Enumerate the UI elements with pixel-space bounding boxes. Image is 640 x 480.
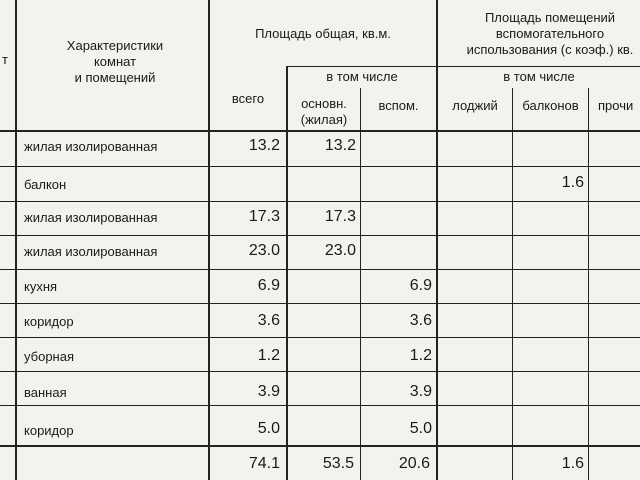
header-col-main-line: основн. bbox=[301, 96, 347, 111]
row-total: 3.6 bbox=[257, 312, 280, 329]
h-line bbox=[438, 66, 640, 67]
row-name: жилая изолированная bbox=[24, 139, 158, 154]
header-col-aux: вспом. bbox=[378, 98, 419, 113]
row-name: кухня bbox=[24, 279, 58, 294]
row-aux: 3.9 bbox=[409, 383, 432, 400]
header-col0-fragment: т bbox=[2, 52, 8, 67]
totals-balcony: 1.6 bbox=[561, 455, 584, 472]
row-balcony: 1.6 bbox=[561, 174, 584, 191]
header-characteristics-line: комнат bbox=[93, 54, 137, 69]
header-area-aux-line: использования (с коэф.) кв. bbox=[466, 42, 634, 57]
row-aux: 3.6 bbox=[409, 312, 432, 329]
totals-aux: 20.6 bbox=[398, 455, 430, 472]
row-name: ванная bbox=[24, 385, 67, 400]
h-line bbox=[0, 130, 640, 132]
row-name: жилая изолированная bbox=[24, 210, 158, 225]
row-aux: 1.2 bbox=[409, 347, 432, 364]
row-total: 3.9 bbox=[257, 383, 280, 400]
h-line bbox=[0, 166, 640, 167]
h-line bbox=[0, 303, 640, 304]
row-name: коридор bbox=[24, 423, 74, 438]
row-total: 1.2 bbox=[257, 347, 280, 364]
row-total: 6.9 bbox=[257, 277, 280, 294]
row-main: 23.0 bbox=[324, 242, 356, 259]
header-col-other: прочи bbox=[598, 98, 634, 113]
h-line bbox=[0, 337, 640, 338]
header-area-aux-line: вспомогательного bbox=[495, 26, 605, 41]
header-col-total: всего bbox=[231, 91, 265, 106]
row-total: 23.0 bbox=[248, 242, 280, 259]
row-aux: 6.9 bbox=[409, 277, 432, 294]
header-characteristics bbox=[40, 38, 190, 86]
v-line bbox=[512, 88, 513, 480]
v-line bbox=[588, 88, 589, 480]
header-col-balcony: балконов bbox=[522, 98, 579, 113]
row-name: балкон bbox=[24, 177, 67, 192]
h-line bbox=[0, 235, 640, 236]
v-line bbox=[208, 0, 210, 480]
row-total: 5.0 bbox=[257, 420, 280, 437]
header-characteristics-line: и помещений bbox=[74, 70, 156, 85]
totals-total: 74.1 bbox=[248, 455, 280, 472]
header-area-aux-line: Площадь помещений bbox=[484, 10, 616, 25]
h-line bbox=[0, 201, 640, 202]
v-line bbox=[286, 66, 288, 480]
header-col-main bbox=[288, 96, 360, 128]
header-col-main-line: (жилая) bbox=[300, 112, 348, 127]
h-line bbox=[288, 66, 436, 67]
v-line bbox=[15, 0, 17, 480]
header-area-aux bbox=[440, 10, 640, 58]
row-main: 17.3 bbox=[324, 208, 356, 225]
row-name: жилая изолированная bbox=[24, 244, 158, 259]
row-name: уборная bbox=[24, 349, 75, 364]
row-total: 13.2 bbox=[248, 137, 280, 154]
totals-main: 53.5 bbox=[322, 455, 354, 472]
header-characteristics-line: Характеристики bbox=[66, 38, 164, 53]
h-line bbox=[0, 445, 640, 447]
row-main: 13.2 bbox=[324, 137, 356, 154]
row-aux: 5.0 bbox=[409, 420, 432, 437]
header-area-total: Площадь общая, кв.м. bbox=[255, 26, 391, 41]
row-total: 17.3 bbox=[248, 208, 280, 225]
row-name: коридор bbox=[24, 314, 74, 329]
h-line bbox=[0, 405, 640, 406]
h-line bbox=[0, 269, 640, 270]
header-including-2: в том числе bbox=[503, 69, 575, 84]
h-line bbox=[0, 371, 640, 372]
header-including-1: в том числе bbox=[326, 69, 398, 84]
header-col-loggia: лоджий bbox=[452, 98, 498, 113]
